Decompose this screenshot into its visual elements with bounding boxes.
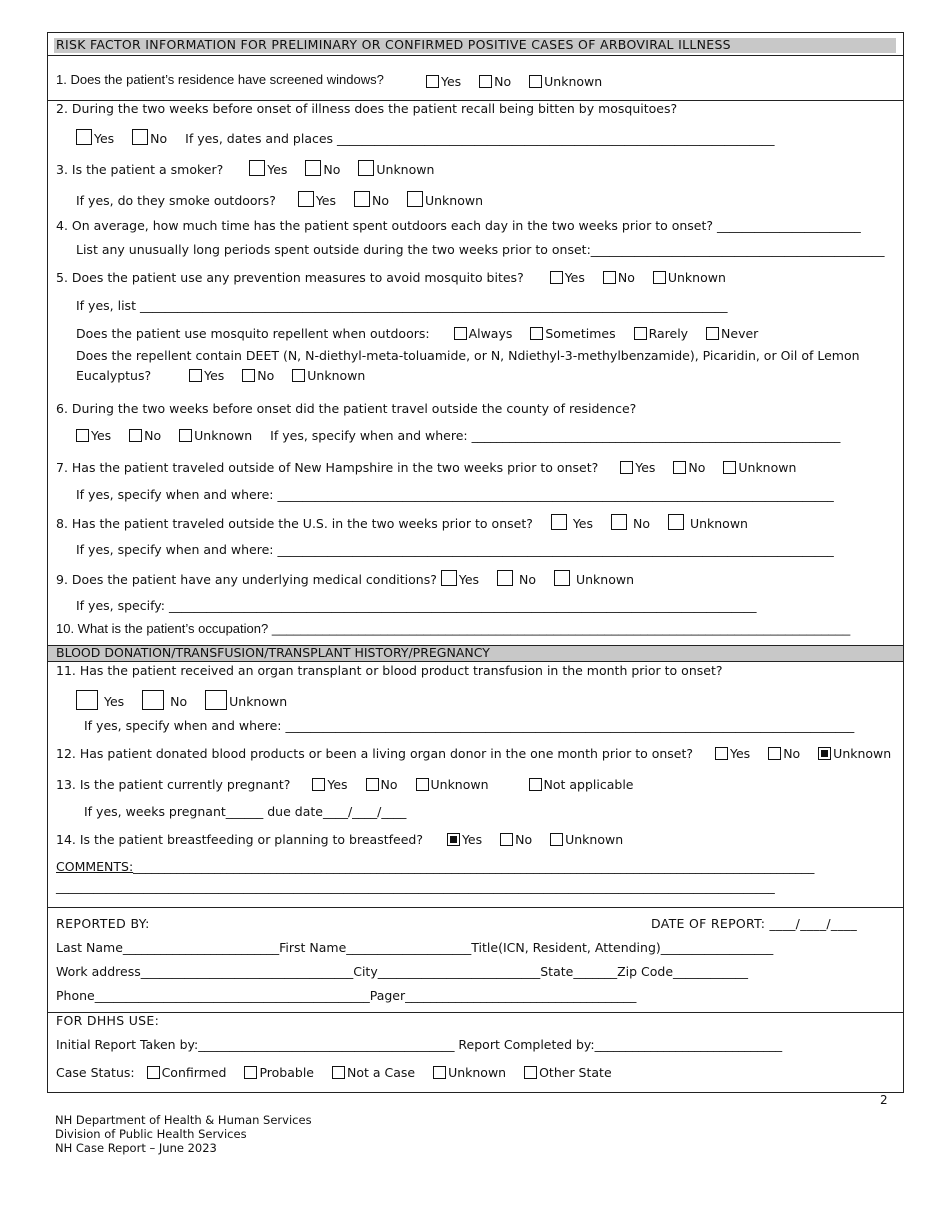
status-probable[interactable]: Probable bbox=[244, 1065, 314, 1081]
section-title: RISK FACTOR INFORMATION FOR PRELIMINARY OR CONFIRMED POSITIVE CASES OF ARBOVIRAL ILLNESS bbox=[56, 37, 731, 52]
status-not-a-case[interactable]: Not a Case bbox=[332, 1065, 415, 1081]
q3-sub-row bbox=[76, 191, 497, 209]
checkbox[interactable] bbox=[668, 514, 684, 530]
q9-text: 9. Does the patient have any underlying medical conditions? bbox=[56, 572, 437, 587]
reported-by-label: REPORTED BY: bbox=[56, 916, 150, 931]
q4-text[interactable]: 4. On average, how much time has the patient spent outdoors each day in the two weeks prior to onset? _______________________ bbox=[56, 218, 861, 233]
q3-text: 3. Is the patient a smoker? bbox=[56, 162, 224, 177]
q6-yes[interactable]: Yes bbox=[76, 428, 111, 444]
q12-no[interactable]: No bbox=[768, 746, 800, 762]
footer-line-1: NH Department of Health & Human Services bbox=[55, 1113, 312, 1127]
deet-unknown[interactable]: Unknown bbox=[292, 368, 365, 384]
checkbox[interactable] bbox=[292, 369, 305, 382]
q8-row bbox=[56, 514, 762, 532]
case-status-row bbox=[56, 1065, 626, 1081]
repellent-sometimes[interactable]: Sometimes bbox=[530, 326, 615, 342]
checkbox[interactable] bbox=[147, 1066, 160, 1079]
q13-unknown[interactable]: Unknown bbox=[416, 777, 489, 793]
q11-follow[interactable]: If yes, specify when and where: ___________________________________________________________________________________________ bbox=[84, 718, 855, 733]
q2-text: 2. During the two weeks before onset of illness does the patient recall being bitten by mosquitoes? bbox=[56, 101, 678, 116]
q5-list[interactable]: If yes, list ______________________________________________________________________________________________ bbox=[76, 298, 728, 313]
checkbox[interactable] bbox=[205, 690, 227, 710]
q1-unknown[interactable]: Unknown bbox=[529, 74, 602, 90]
q14-unknown[interactable]: Unknown bbox=[550, 832, 623, 848]
checkbox[interactable] bbox=[441, 570, 457, 586]
q5-text: 5. Does the patient use any prevention measures to avoid mosquito bites? bbox=[56, 270, 524, 285]
dhhs-label: FOR DHHS USE: bbox=[56, 1013, 160, 1028]
checkbox[interactable] bbox=[244, 1066, 257, 1079]
reporter-name-row[interactable]: Last Name_________________________First Name____________________Title(ICN, Resident, Attending)__________________ bbox=[56, 940, 774, 955]
checkbox[interactable] bbox=[530, 327, 543, 340]
q13-not-applicable[interactable]: Not applicable bbox=[529, 777, 634, 793]
repellent-rarely[interactable]: Rarely bbox=[634, 326, 689, 342]
comments-line1[interactable]: _____________________________________________________________________________________________________________ bbox=[133, 859, 815, 874]
q9-no[interactable]: No bbox=[497, 570, 536, 588]
checkbox-checked[interactable] bbox=[818, 747, 831, 760]
checkbox[interactable] bbox=[497, 570, 513, 586]
q5-no[interactable]: No bbox=[603, 270, 635, 286]
checkbox[interactable] bbox=[634, 327, 647, 340]
date-of-report[interactable]: DATE OF REPORT: ____/____/____ bbox=[651, 916, 858, 931]
checkbox[interactable] bbox=[454, 327, 467, 340]
q2-no[interactable]: No bbox=[132, 129, 167, 147]
checkbox[interactable] bbox=[500, 833, 513, 846]
checkbox[interactable] bbox=[189, 369, 202, 382]
case-status-label: Case Status: bbox=[56, 1065, 135, 1080]
checkbox[interactable] bbox=[433, 1066, 446, 1079]
q2-follow[interactable]: If yes, dates and places ______________________________________________________________________ bbox=[185, 131, 775, 146]
q3-sub-no[interactable]: No bbox=[354, 191, 389, 209]
q7-row bbox=[56, 460, 810, 476]
q12-unknown[interactable]: Unknown bbox=[818, 746, 891, 762]
q7-yes[interactable]: Yes bbox=[620, 460, 655, 476]
q13-no[interactable]: No bbox=[366, 777, 398, 793]
q11-yes[interactable]: Yes bbox=[76, 690, 124, 710]
repellent-never[interactable]: Never bbox=[706, 326, 758, 342]
q13-row bbox=[56, 777, 648, 793]
q3-no[interactable]: No bbox=[305, 160, 340, 178]
q3-sub-yes[interactable]: Yes bbox=[298, 191, 336, 209]
q13-follow[interactable]: If yes, weeks pregnant______ due date____/____/____ bbox=[84, 804, 407, 819]
q6-text: 6. During the two weeks before onset did the patient travel outside the county of residence? bbox=[56, 401, 637, 416]
q3-yes[interactable]: Yes bbox=[249, 160, 287, 178]
checkbox[interactable] bbox=[768, 747, 781, 760]
q14-row bbox=[56, 832, 637, 848]
q4-sub[interactable]: List any unusually long periods spent outside during the two weeks prior to onset:_______________________________________________ bbox=[76, 242, 885, 257]
footer-line-3: NH Case Report – June 2023 bbox=[55, 1141, 217, 1155]
q5-unknown[interactable]: Unknown bbox=[653, 270, 726, 286]
checkbox[interactable] bbox=[706, 327, 719, 340]
checkbox[interactable] bbox=[76, 690, 98, 710]
checkbox[interactable] bbox=[603, 271, 616, 284]
checkbox[interactable] bbox=[242, 369, 255, 382]
checkbox[interactable] bbox=[366, 778, 379, 791]
status-other-state[interactable]: Other State bbox=[524, 1065, 612, 1081]
q9-unknown[interactable]: Unknown bbox=[554, 570, 634, 588]
checkbox[interactable] bbox=[673, 461, 686, 474]
checkbox[interactable] bbox=[76, 129, 92, 145]
q7-no[interactable]: No bbox=[673, 460, 705, 476]
q8-unknown[interactable]: Unknown bbox=[668, 514, 748, 532]
q8-no[interactable]: No bbox=[611, 514, 650, 532]
q11-no[interactable]: No bbox=[142, 690, 187, 710]
checkbox[interactable] bbox=[305, 160, 321, 176]
checkbox[interactable] bbox=[611, 514, 627, 530]
comments-line2[interactable]: ___________________________________________________________________________________________________________________ bbox=[56, 879, 775, 894]
q5-row bbox=[56, 270, 740, 286]
status-unknown[interactable]: Unknown bbox=[433, 1065, 506, 1081]
checkbox[interactable] bbox=[723, 461, 736, 474]
comments-row[interactable] bbox=[56, 859, 814, 875]
reporter-phone-row[interactable]: Phone____________________________________________Pager_____________________________________ bbox=[56, 988, 637, 1003]
deet-yes[interactable]: Yes bbox=[189, 368, 224, 384]
q13-yes[interactable]: Yes bbox=[312, 777, 347, 793]
comments-label: COMMENTS: bbox=[56, 859, 134, 874]
q9-row bbox=[56, 570, 648, 588]
checkbox[interactable] bbox=[529, 778, 542, 791]
q5-yes[interactable]: Yes bbox=[550, 270, 585, 286]
checkbox[interactable] bbox=[358, 160, 374, 176]
q2-options bbox=[76, 129, 775, 147]
q8-text: 8. Has the patient traveled outside the U.S. in the two weeks prior to onset? bbox=[56, 516, 533, 531]
checkbox[interactable] bbox=[551, 514, 567, 530]
checkbox[interactable] bbox=[550, 271, 563, 284]
checkbox[interactable] bbox=[354, 191, 370, 207]
dhhs-report-row[interactable]: Initial Report Taken by:_________________________________________ Report Completed by:______________________________ bbox=[56, 1037, 783, 1052]
repellent-always[interactable]: Always bbox=[454, 326, 513, 342]
footer-line-2: Division of Public Health Services bbox=[55, 1127, 247, 1141]
checkbox[interactable] bbox=[76, 429, 89, 442]
status-confirmed[interactable]: Confirmed bbox=[147, 1065, 227, 1081]
blood-section-title: BLOOD DONATION/TRANSFUSION/TRANSPLANT HISTORY/PREGNANCY bbox=[56, 645, 490, 660]
q5-repellent-text: Does the patient use mosquito repellent when outdoors: bbox=[76, 326, 430, 341]
checkbox[interactable] bbox=[332, 1066, 345, 1079]
q1-text: 1. Does the patient’s residence have screened windows? bbox=[56, 72, 384, 87]
deet-no[interactable]: No bbox=[242, 368, 274, 384]
q5-deet-line1: Does the repellent contain DEET (N, N-diethyl-meta-toluamide, or N, Ndiethyl-3-methylbenzamide), Picaridin, or Oil of Lemon bbox=[76, 348, 860, 363]
q3-sub-text: If yes, do they smoke outdoors? bbox=[76, 193, 276, 208]
q9-follow[interactable]: If yes, specify: ______________________________________________________________________________________________ bbox=[76, 598, 757, 613]
checkbox[interactable] bbox=[179, 429, 192, 442]
q8-yes[interactable]: Yes bbox=[551, 514, 593, 532]
q5-deet-row bbox=[76, 368, 379, 384]
q11-text: 11. Has the patient received an organ transplant or blood product transfusion in the month prior to onset? bbox=[56, 663, 723, 678]
q9-yes[interactable]: Yes bbox=[441, 570, 479, 588]
q5-repellent-row bbox=[76, 326, 772, 342]
q3-unknown[interactable]: Unknown bbox=[358, 160, 434, 178]
checkbox[interactable] bbox=[554, 570, 570, 586]
checkbox[interactable] bbox=[312, 778, 325, 791]
q11-unknown[interactable]: Unknown bbox=[205, 690, 287, 710]
q6-row bbox=[76, 428, 840, 444]
q13-text: 13. Is the patient currently pregnant? bbox=[56, 777, 291, 792]
q7-text: 7. Has the patient traveled outside of New Hampshire in the two weeks prior to onset? bbox=[56, 460, 599, 475]
checkbox[interactable] bbox=[407, 191, 423, 207]
q7-follow[interactable]: If yes, specify when and where: _________________________________________________________________________________________ bbox=[76, 487, 834, 502]
checkbox-checked[interactable] bbox=[447, 833, 460, 846]
checkbox[interactable] bbox=[479, 75, 492, 88]
case-report-form bbox=[47, 32, 904, 1093]
page-number: 2 bbox=[880, 1093, 888, 1107]
q3-row bbox=[56, 160, 448, 178]
q7-unknown[interactable]: Unknown bbox=[723, 460, 796, 476]
checkbox[interactable] bbox=[249, 160, 265, 176]
q2-yes[interactable]: Yes bbox=[76, 129, 114, 147]
reporter-address-row[interactable]: Work address__________________________________City__________________________State_______Zip Code____________ bbox=[56, 964, 749, 979]
checkbox[interactable] bbox=[426, 75, 439, 88]
q14-yes[interactable]: Yes bbox=[447, 832, 482, 848]
checkbox[interactable] bbox=[550, 833, 563, 846]
q14-no[interactable]: No bbox=[500, 832, 532, 848]
q6-follow[interactable]: If yes, specify when and where: ___________________________________________________________ bbox=[270, 428, 841, 443]
checkbox[interactable] bbox=[129, 429, 142, 442]
checkbox[interactable] bbox=[142, 690, 164, 710]
q8-follow[interactable]: If yes, specify when and where: _________________________________________________________________________________________ bbox=[76, 542, 834, 557]
checkbox[interactable] bbox=[524, 1066, 537, 1079]
q3-sub-unknown[interactable]: Unknown bbox=[407, 191, 483, 209]
q1-options bbox=[426, 74, 616, 90]
q12-text: 12. Has patient donated blood products or been a living organ donor in the one month prior to onset? bbox=[56, 746, 694, 761]
checkbox[interactable] bbox=[620, 461, 633, 474]
checkbox[interactable] bbox=[653, 271, 666, 284]
q11-options bbox=[76, 690, 301, 710]
q6-no[interactable]: No bbox=[129, 428, 161, 444]
q6-unknown[interactable]: Unknown bbox=[179, 428, 252, 444]
checkbox[interactable] bbox=[416, 778, 429, 791]
checkbox[interactable] bbox=[132, 129, 148, 145]
checkbox[interactable] bbox=[298, 191, 314, 207]
checkbox[interactable] bbox=[715, 747, 728, 760]
q1-yes[interactable]: Yes bbox=[426, 74, 461, 90]
q12-yes[interactable]: Yes bbox=[715, 746, 750, 762]
q12-row bbox=[56, 746, 891, 762]
q1-no[interactable]: No bbox=[479, 74, 511, 90]
q5-deet-line2: Eucalyptus? bbox=[76, 368, 152, 383]
q14-text: 14. Is the patient breastfeeding or planning to breastfeed? bbox=[56, 832, 423, 847]
checkbox[interactable] bbox=[529, 75, 542, 88]
q10-text[interactable]: 10. What is the patient’s occupation? ________________________________________________________________________________ bbox=[56, 621, 851, 636]
